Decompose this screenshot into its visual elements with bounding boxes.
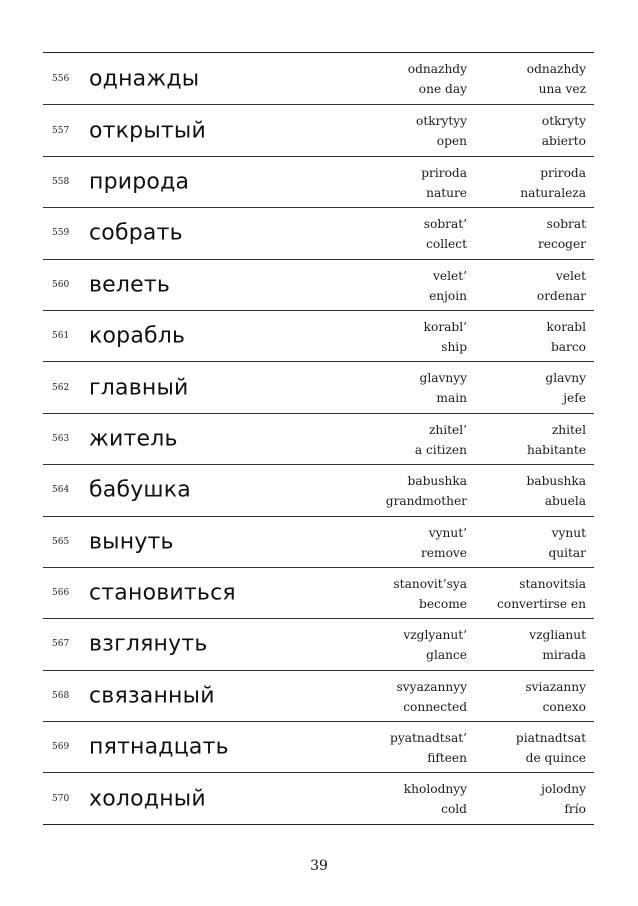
russian-word: собрать [89,220,183,246]
russian-word: житель [89,426,178,452]
entry-number: 559 [52,228,70,239]
page-number: 39 [310,858,328,874]
spanish-transliteration: piatnadtsat [515,731,586,746]
english-column [420,368,467,408]
spanish-translation: abierto [541,134,586,149]
spanish-translation: jefe [563,391,586,406]
english-column [429,266,467,306]
english-column [424,317,467,357]
russian-word: бабушка [89,477,191,503]
entry-number: 568 [52,690,70,701]
spanish-translation: convertirse en [497,596,586,611]
vocab-row [43,772,594,823]
english-translation: remove [420,545,467,560]
english-translation: connected [403,699,467,714]
vocab-row [43,567,594,618]
spanish-transliteration: jolodny [541,782,586,797]
entry-number: 562 [52,382,70,393]
spanish-translation: mirada [542,648,586,663]
vocab-row [43,618,594,669]
vocab-row [43,104,594,155]
english-column [390,728,467,768]
russian-word: корабль [89,323,186,349]
vocab-row [43,207,594,258]
transliteration: odnazhdy [407,62,467,76]
english-column [393,574,467,614]
russian-word: главный [89,375,189,401]
entry-number: 567 [52,639,70,650]
transliteration: sobrat’ [423,217,467,232]
spanish-transliteration: velet [555,268,586,283]
spanish-transliteration: zhitel [551,422,586,437]
transliteration: pyatnadtsat’ [390,731,467,746]
english-column [416,111,467,151]
transliteration: glavnyy [419,371,467,386]
entry-number: 565 [52,536,70,547]
spanish-column [537,266,586,306]
entry-number: 563 [52,433,70,444]
english-translation: ship [441,339,467,354]
entry-number: 561 [52,331,70,342]
spanish-transliteration: stanovitsia [519,576,586,591]
russian-word: связанный [89,683,215,709]
spanish-transliteration: babushka [526,474,586,489]
english-translation: grandmother [385,494,467,509]
spanish-transliteration: sobrat [546,217,586,232]
russian-word: природа [89,169,190,195]
entry-number: 558 [52,176,70,187]
spanish-transliteration: korabl [546,319,586,334]
spanish-column [546,317,586,357]
spanish-translation: una vez [538,82,586,96]
spanish-column [527,59,586,99]
english-translation: cold [441,802,467,817]
russian-word: велеть [89,272,171,298]
entry-number: 560 [52,279,70,290]
english-translation: glance [426,648,467,663]
entry-number: 556 [52,73,70,84]
english-translation: become [419,596,467,611]
english-translation: a citizen [414,442,467,457]
vocab-row [43,361,594,412]
english-translation: nature [426,185,467,200]
transliteration: otkrytyy [416,114,467,129]
spanish-translation: habitante [527,442,586,457]
vocab-row [43,721,594,772]
vocab-row [43,413,594,464]
spanish-transliteration: odnazhdy [526,62,586,76]
english-column [421,523,467,563]
transliteration: stanovit’sya [393,576,467,591]
entry-number: 570 [52,793,70,804]
spanish-translation: barco [550,339,586,354]
english-translation: one day [418,82,467,96]
russian-word: холодный [89,786,206,812]
spanish-translation: ordenar [536,288,586,303]
spanish-translation: conexo [542,699,586,714]
vocab-row [43,156,594,207]
spanish-column [541,779,586,819]
spanish-column [545,368,586,408]
spanish-transliteration: sviazanny [525,679,586,694]
russian-word: пятнадцать [89,734,229,760]
transliteration: babushka [407,474,467,489]
entry-number: 564 [52,485,70,496]
spanish-translation: frío [564,802,586,817]
spanish-transliteration: otkryty [541,114,586,129]
english-column [408,59,467,99]
english-column [404,779,467,819]
english-column [397,677,467,717]
spanish-column [542,111,586,151]
spanish-column [527,471,586,511]
spanish-column [548,523,586,563]
english-translation: fifteen [427,751,467,766]
vocab-row [43,259,594,310]
vocab-row [43,464,594,515]
transliteration: svyazannyy [396,679,467,694]
spanish-column [525,677,586,717]
spanish-column [520,163,586,203]
vocab-row [43,53,594,104]
vocab-row [43,670,594,721]
spanish-transliteration: priroda [540,165,586,180]
english-column [421,163,467,203]
transliteration: korabl’ [423,319,467,334]
english-column [424,214,467,254]
english-column [403,625,467,665]
spanish-transliteration: glavny [545,371,586,386]
spanish-column [529,625,586,665]
english-translation: collect [426,237,467,252]
transliteration: priroda [421,165,467,180]
spanish-translation: naturaleza [520,185,586,200]
spanish-translation: quitar [548,545,586,560]
russian-word: открытый [89,118,206,144]
spanish-translation: de quince [525,751,586,766]
spanish-transliteration: vzglianut [529,628,586,643]
russian-word: взглянуть [89,631,208,657]
spanish-column [497,574,586,614]
english-translation: enjoin [429,288,467,303]
entry-number: 566 [52,588,70,599]
english-column [415,420,467,460]
vocabulary-table [43,52,594,825]
russian-word: однажды [89,66,200,92]
english-translation: open [436,134,467,149]
english-translation: main [436,391,467,406]
russian-word: становиться [89,580,236,606]
vocab-row [43,516,594,567]
english-column [386,471,467,511]
spanish-translation: recoger [537,237,586,252]
transliteration: kholodnyy [403,782,467,797]
entry-number: 569 [52,742,70,753]
entry-number: 557 [52,125,70,136]
vocab-row [43,310,594,361]
transliteration: zhitel’ [428,422,467,437]
spanish-translation: abuela [544,494,586,509]
transliteration: vzglyanut’ [403,628,467,643]
spanish-column [527,420,586,460]
transliteration: velet’ [433,268,467,283]
spanish-transliteration: vynut [551,525,586,540]
spanish-column [538,214,586,254]
spanish-column [516,728,586,768]
transliteration: vynut’ [428,525,467,540]
russian-word: вынуть [89,529,174,555]
